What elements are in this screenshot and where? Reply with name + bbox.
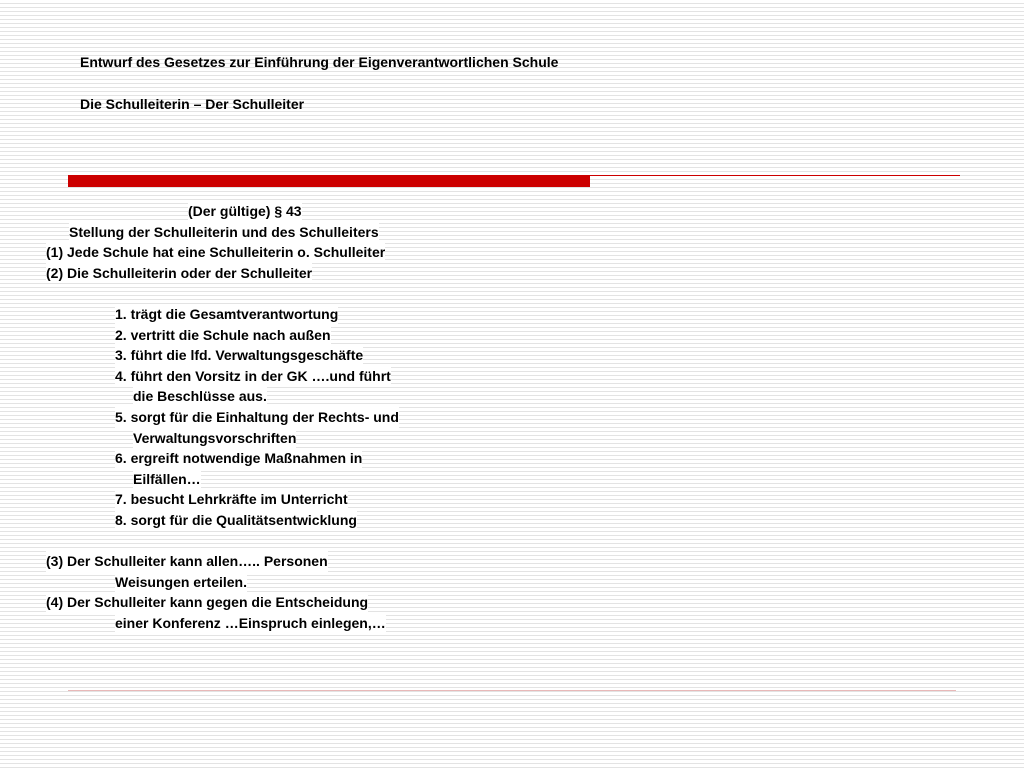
section-heading: (Der gültige) § 43 <box>188 201 302 222</box>
duty-6-continued: Eilfällen… <box>133 469 201 490</box>
paragraph-3: (3) Der Schulleiter kann allen….. Personen <box>46 551 328 572</box>
duty-5: 5. sorgt für die Einhaltung der Rechts- und <box>115 407 399 428</box>
slide-subtitle: Die Schulleiterin – Der Schulleiter <box>80 96 305 112</box>
paragraph-4: (4) Der Schulleiter kann gegen die Entscheidung <box>46 592 368 613</box>
duty-7: 7. besucht Lehrkräfte im Unterricht <box>115 489 348 510</box>
slide-title: Entwurf des Gesetzes zur Einführung der Eigenverantwortlichen Schule <box>80 54 559 70</box>
paragraph-1: (1) Jede Schule hat eine Schulleiterin o. Schulleiter <box>46 242 385 263</box>
duty-1: 1. trägt die Gesamtverantwortung <box>115 304 338 325</box>
section-subheading: Stellung der Schulleiterin und des Schulleiters <box>69 222 379 243</box>
duty-4: 4. führt den Vorsitz in der GK ….und führt <box>115 366 391 387</box>
duty-8: 8. sorgt für die Qualitätsentwicklung <box>115 510 357 531</box>
paragraph-2: (2) Die Schulleiterin oder der Schulleiter <box>46 263 312 284</box>
duty-4-continued: die Beschlüsse aus. <box>133 386 267 407</box>
paragraph-4-continued: einer Konferenz …Einspruch einlegen,… <box>115 613 386 634</box>
duty-5-continued: Verwaltungsvorschriften <box>133 428 296 449</box>
red-accent-bar <box>68 175 590 187</box>
duty-2: 2. vertritt die Schule nach außen <box>115 325 331 346</box>
footer-divider <box>68 690 956 691</box>
duty-3: 3. führt die lfd. Verwaltungsgeschäfte <box>115 345 363 366</box>
duty-6: 6. ergreift notwendige Maßnahmen in <box>115 448 362 469</box>
red-accent-line <box>590 175 960 176</box>
paragraph-3-continued: Weisungen erteilen. <box>115 572 247 593</box>
